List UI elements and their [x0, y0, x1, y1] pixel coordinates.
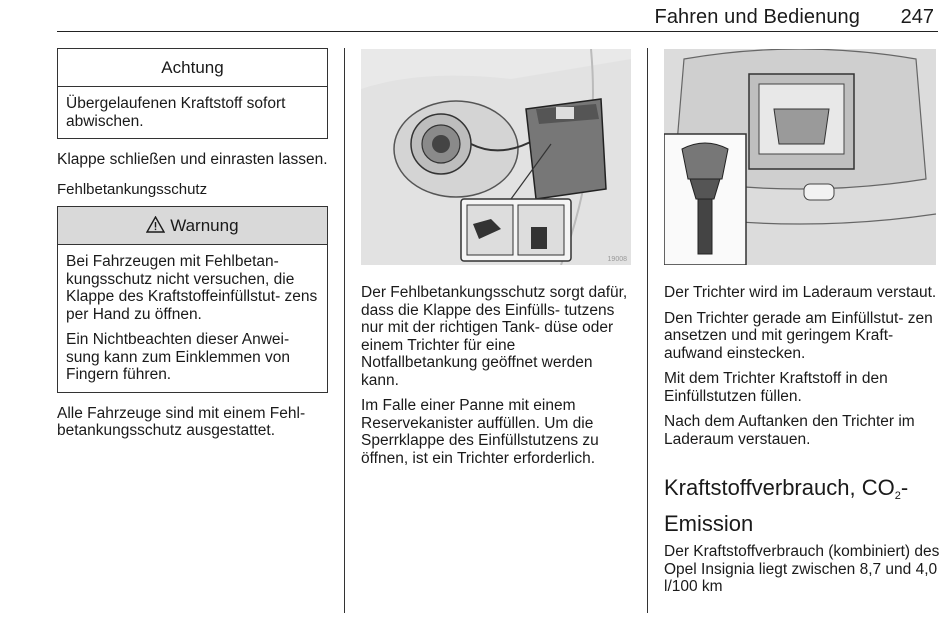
page-number: 247	[900, 6, 934, 28]
section-heading	[664, 474, 940, 537]
warning-triangle-icon	[146, 216, 170, 235]
caution-box	[57, 48, 328, 139]
heading-hyphen: -	[900, 475, 909, 500]
warning-text-2: Ein Nichtbeachten dieser Anwei- sung kann zum Einklemmen von Fingern führen.	[66, 331, 291, 383]
column-divider-1	[344, 48, 345, 613]
funnel-storage-illustration	[664, 49, 936, 265]
header-rule	[57, 31, 938, 32]
column-2	[361, 284, 633, 475]
caution-title: Achtung	[58, 49, 327, 87]
column-divider-2	[647, 48, 648, 613]
paragraph: Nach dem Auftanken den Trichter im Laderaum verstauen.	[664, 413, 915, 448]
paragraph: Im Falle einer Panne mit einem Reservekanister auffüllen. Um die Sperrklappe des Einfüllstutzens zu öffnen, ist ein Trichter erforderlich.	[361, 397, 599, 467]
warning-header	[58, 207, 327, 245]
warning-box	[57, 206, 328, 393]
paragraph: Alle Fahrzeuge sind mit einem Fehl- betankungsschutz ausgestattet.	[57, 404, 306, 439]
warning-title: Warnung	[170, 216, 239, 235]
warning-text-1: Bei Fahrzeugen mit Fehlbetan- kungsschutz nicht versuchen, die Klappe des Kraftstoffeinfüllstut- zens per Hand zu öffnen.	[66, 253, 318, 323]
paragraph: Der Trichter wird im Laderaum verstaut.	[664, 284, 937, 301]
column-3	[664, 284, 940, 604]
caution-text: Übergelaufenen Kraftstoff sofort abwischen.	[66, 95, 286, 130]
heading-text: Kraftstoffverbrauch, CO	[664, 475, 895, 500]
page-header	[0, 6, 950, 30]
paragraph: Der Fehlbetankungsschutz sorgt dafür, dass die Klappe des Einfülls- tutzens nur mit der richtigen Tank- düse oder einem Trichter für eine Notfallbetankung geöffnet werden kann.	[361, 284, 628, 389]
paragraph: Der Kraftstoffverbrauch (kombiniert) des Opel Insignia liegt zwischen 8,7 und 4,0 l/100 km	[664, 543, 940, 595]
paragraph: Mit dem Trichter Kraftstoff in den Einfüllstutzen füllen.	[664, 370, 888, 405]
page-title: Fahren und Bedienung	[654, 6, 860, 28]
heading-subscript: 2	[894, 490, 901, 502]
image-code: 19008	[607, 256, 627, 263]
column-1	[57, 48, 328, 448]
subheading: Fehlbetankungsschutz	[57, 180, 208, 198]
fuel-filler-illustration	[361, 49, 631, 265]
paragraph: Klappe schließen und einrasten lassen.	[57, 151, 328, 168]
paragraph: Den Trichter gerade am Einfüllstut- zen ansetzen und mit geringem Kraft- aufwand einstecken.	[664, 309, 933, 362]
heading-line-2: Emission	[664, 511, 754, 536]
